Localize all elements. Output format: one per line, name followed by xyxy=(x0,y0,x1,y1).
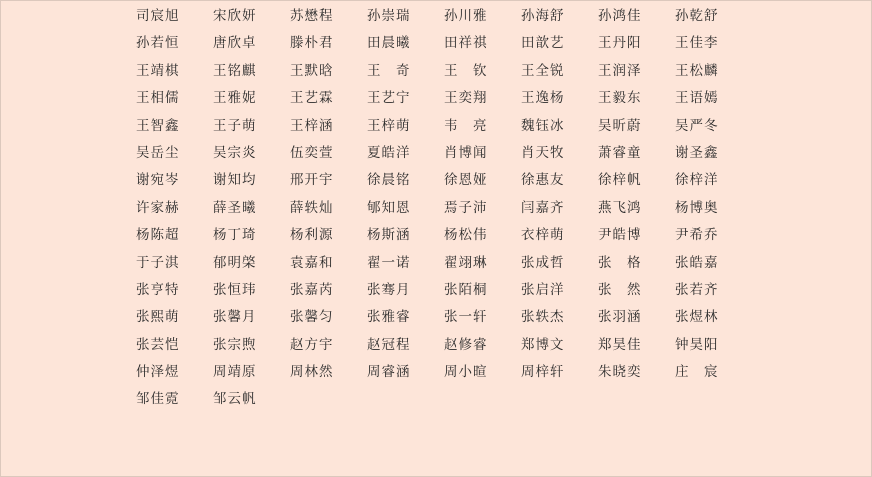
student-name: 王毅东 xyxy=(598,90,642,107)
student-name: 尹希乔 xyxy=(675,227,719,244)
student-name: 周梓轩 xyxy=(521,364,565,381)
student-name: 翟翊琳 xyxy=(444,254,488,271)
student-name: 王雅妮 xyxy=(213,90,257,107)
student-name: 张若齐 xyxy=(675,281,719,298)
student-name: 王梓涵 xyxy=(290,117,334,134)
student-name: 徐梓洋 xyxy=(675,172,719,189)
student-name: 郑昊佳 xyxy=(598,336,642,353)
student-name: 钟昊阳 xyxy=(675,336,719,353)
student-name: 王艺霖 xyxy=(290,90,334,107)
student-name: 薛圣曦 xyxy=(213,199,257,216)
student-name: 赵冠程 xyxy=(367,336,411,353)
student-name: 张芸恺 xyxy=(136,336,180,353)
student-name: 郇知恩 xyxy=(367,199,411,216)
student-name: 谢圣鑫 xyxy=(675,144,719,161)
student-name: 张馨匀 xyxy=(290,309,334,326)
student-name: 张熙萌 xyxy=(136,309,180,326)
student-name: 赵修睿 xyxy=(444,336,488,353)
student-name: 王靖棋 xyxy=(136,62,180,79)
student-name: 张羽涵 xyxy=(598,309,642,326)
name-list xyxy=(136,6,752,417)
student-name: 吴昕蔚 xyxy=(598,117,642,134)
student-name: 滕朴君 xyxy=(290,35,334,52)
student-name: 王全锐 xyxy=(521,62,565,79)
student-name: 许家赫 xyxy=(136,199,180,216)
student-name: 郁明棨 xyxy=(213,254,257,271)
student-name: 邢开宇 xyxy=(290,172,334,189)
student-name: 薛轶灿 xyxy=(290,199,334,216)
student-name: 周小暄 xyxy=(444,364,488,381)
student-name: 杨陈超 xyxy=(136,227,180,244)
student-name: 郑博文 xyxy=(521,336,565,353)
student-name: 孙海舒 xyxy=(521,8,565,24)
student-name: 王子萌 xyxy=(213,117,257,134)
student-name: 张 然 xyxy=(598,281,642,298)
student-name: 张煜林 xyxy=(675,309,719,326)
student-name: 杨博奥 xyxy=(675,199,719,216)
student-name: 孙崇瑞 xyxy=(367,8,411,24)
student-name: 张皓嘉 xyxy=(675,254,719,271)
student-name: 庄 宸 xyxy=(675,364,719,381)
student-name: 赵方宇 xyxy=(290,336,334,353)
student-name: 燕飞鸿 xyxy=(598,199,642,216)
student-name: 周林然 xyxy=(290,364,334,381)
student-name: 尹皓博 xyxy=(598,227,642,244)
student-name: 于子淇 xyxy=(136,254,180,271)
student-name: 肖天牧 xyxy=(521,144,565,161)
student-name: 张雅睿 xyxy=(367,309,411,326)
student-name: 夏皓洋 xyxy=(367,144,411,161)
student-name: 田晨曦 xyxy=(367,35,411,52)
student-name: 周睿涵 xyxy=(367,364,411,381)
student-name: 王艺宁 xyxy=(367,90,411,107)
student-name: 孙若恒 xyxy=(136,35,180,52)
student-name: 王松麟 xyxy=(675,62,719,79)
student-name: 王丹阳 xyxy=(598,35,642,52)
student-name: 司宸旭 xyxy=(136,8,180,24)
student-name: 萧睿童 xyxy=(598,144,642,161)
student-name: 王逸杨 xyxy=(521,90,565,107)
student-name: 田歆艺 xyxy=(521,35,565,52)
student-name: 仲泽煜 xyxy=(136,364,180,381)
student-name: 谢宛岑 xyxy=(136,172,180,189)
student-name: 孙鸿佳 xyxy=(598,8,642,24)
student-name: 张成哲 xyxy=(521,254,565,271)
student-name: 张恒玮 xyxy=(213,281,257,298)
student-name: 翟一诺 xyxy=(367,254,411,271)
student-name: 王 奇 xyxy=(367,62,411,79)
student-name: 杨利源 xyxy=(290,227,334,244)
student-name: 宋欣妍 xyxy=(213,8,257,24)
student-name: 唐欣卓 xyxy=(213,35,257,52)
student-name: 张轶杰 xyxy=(521,309,565,326)
student-name: 徐梓帆 xyxy=(598,172,642,189)
student-name: 王相儒 xyxy=(136,90,180,107)
student-name: 吴宗炎 xyxy=(213,144,257,161)
student-name: 张宗煦 xyxy=(213,336,257,353)
student-name: 伍奕萱 xyxy=(290,144,334,161)
student-name: 王智鑫 xyxy=(136,117,180,134)
student-name: 孙川雅 xyxy=(444,8,488,24)
student-name: 张骞月 xyxy=(367,281,411,298)
student-name: 张启洋 xyxy=(521,281,565,298)
student-name: 王奕翔 xyxy=(444,90,488,107)
student-name: 朱晓奕 xyxy=(598,364,642,381)
student-name: 吴岳尘 xyxy=(136,144,180,161)
student-name: 张 格 xyxy=(598,254,642,271)
student-name: 王润泽 xyxy=(598,62,642,79)
student-name: 孙乾舒 xyxy=(675,8,719,24)
student-name: 杨丁琦 xyxy=(213,227,257,244)
student-name: 张亨特 xyxy=(136,281,180,298)
student-name: 徐晨铭 xyxy=(367,172,411,189)
student-name: 杨斯涵 xyxy=(367,227,411,244)
student-name: 徐恩娅 xyxy=(444,172,488,189)
student-name: 焉子沛 xyxy=(444,199,488,216)
student-name: 杨松伟 xyxy=(444,227,488,244)
student-name: 邹云帆 xyxy=(213,391,257,408)
student-name: 王铭麒 xyxy=(213,62,257,79)
student-name: 王默晗 xyxy=(290,62,334,79)
student-name: 吴严冬 xyxy=(675,117,719,134)
student-name: 张嘉芮 xyxy=(290,281,334,298)
student-name: 邹佳霓 xyxy=(136,391,180,408)
student-name: 徐惠友 xyxy=(521,172,565,189)
student-name: 周靖原 xyxy=(213,364,257,381)
student-name: 王佳李 xyxy=(675,35,719,52)
student-name: 韦 亮 xyxy=(444,117,488,134)
student-name: 张一轩 xyxy=(444,309,488,326)
student-name: 闫嘉齐 xyxy=(521,199,565,216)
student-name: 王梓萌 xyxy=(367,117,411,134)
student-name: 袁嘉和 xyxy=(290,254,334,271)
student-name: 张馨月 xyxy=(213,309,257,326)
student-name: 衣梓萌 xyxy=(521,227,565,244)
student-name: 王 钦 xyxy=(444,62,488,79)
student-name: 苏懋程 xyxy=(290,8,334,24)
student-name: 田祥祺 xyxy=(444,35,488,52)
student-name: 魏钰冰 xyxy=(521,117,565,134)
student-name: 肖博闻 xyxy=(444,144,488,161)
student-name: 王语嫣 xyxy=(675,90,719,107)
student-name: 张陌桐 xyxy=(444,281,488,298)
student-name: 谢知均 xyxy=(213,172,257,189)
